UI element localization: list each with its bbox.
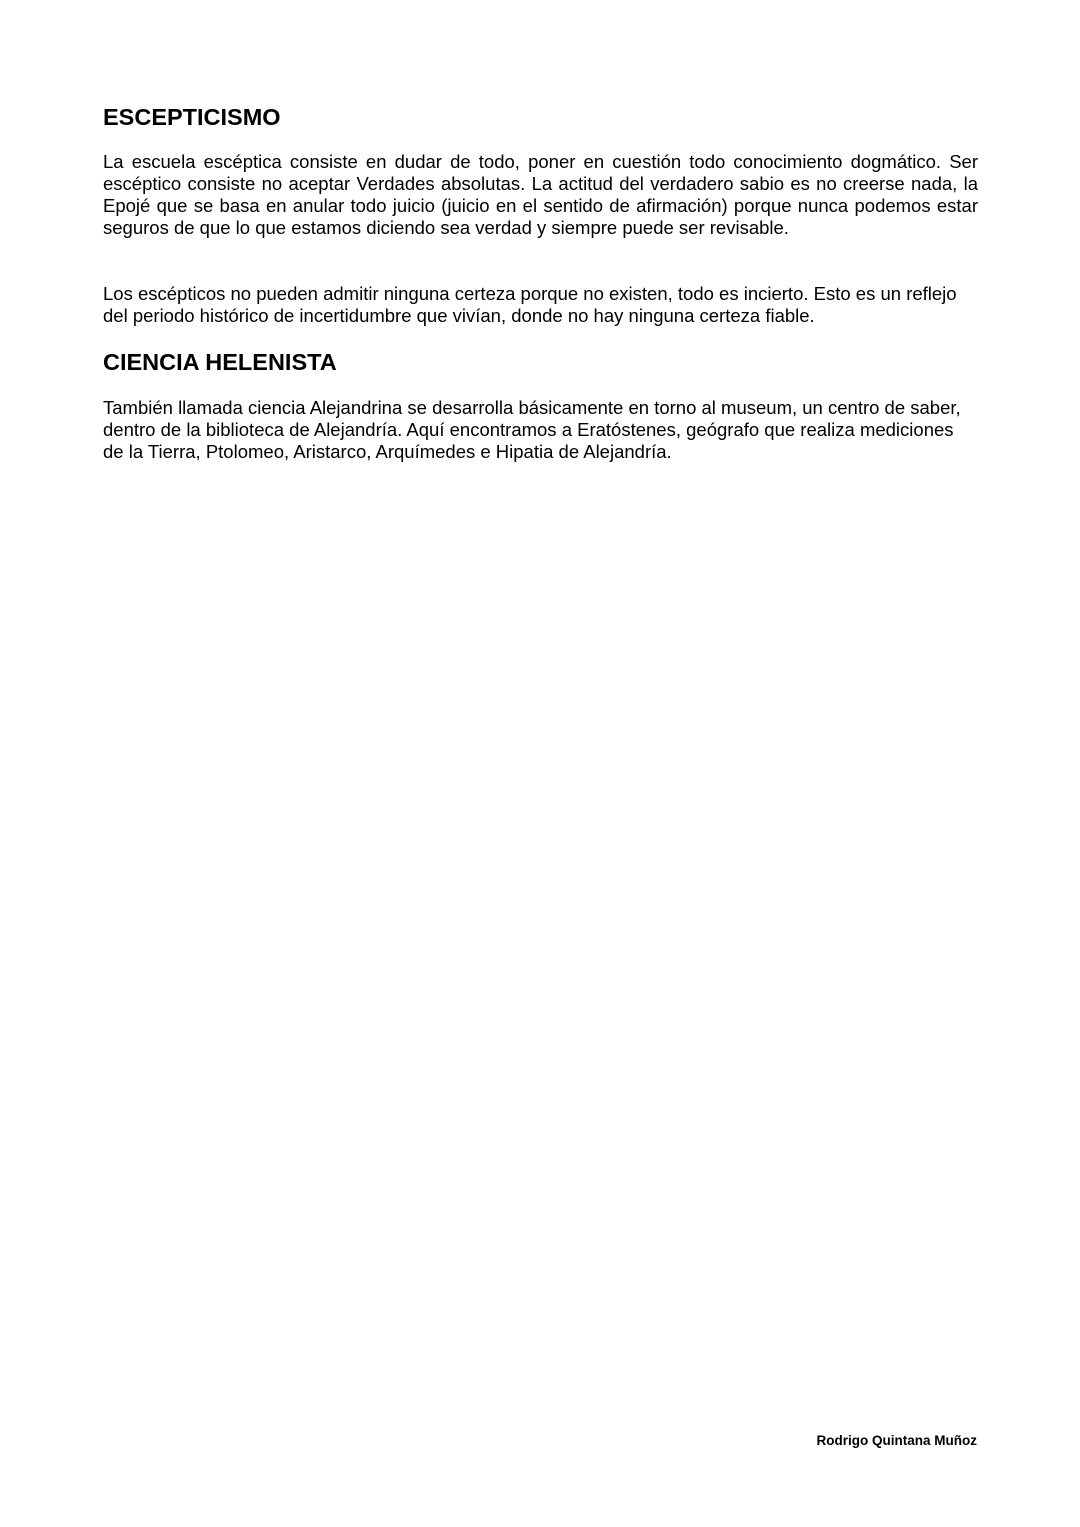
- paragraph-escepticismo-2: Los escépticos no pueden admitir ninguna certeza porque no existen, todo es incierto. Esto es un reflejo del periodo histórico de incertidumbre que vivían, donde no hay ninguna certeza fiable.: [103, 283, 957, 326]
- paragraph-escepticismo-1: La escuela escéptica consiste en dudar de todo, poner en cuestión todo conocimiento dogmático. Ser escéptico consiste no aceptar Verdades absolutas. La actitud del verdadero sabio es no creerse nada, la Epojé que se basa en anular todo juicio (juicio en el sentido de afirmación) porque nunca podemos estar seguros de que lo que estamos diciendo sea verdad y siempre puede ser revisable.: [103, 151, 978, 238]
- section-title-escepticismo: ESCEPTICISMO: [103, 104, 281, 130]
- paragraph-ciencia-helenista-1: También llamada ciencia Alejandrina se desarrolla básicamente en torno al museum, un centro de saber, dentro de la biblioteca de Alejandría. Aquí encontramos a Eratóstenes, geógrafo que realiza mediciones de la Tierra, Ptolomeo, Aristarco, Arquímedes e Hipatia de Alejandría.: [103, 397, 961, 462]
- section-title-ciencia-helenista: CIENCIA HELENISTA: [103, 349, 337, 375]
- footer-author: Rodrigo Quintana Muñoz: [816, 1433, 977, 1448]
